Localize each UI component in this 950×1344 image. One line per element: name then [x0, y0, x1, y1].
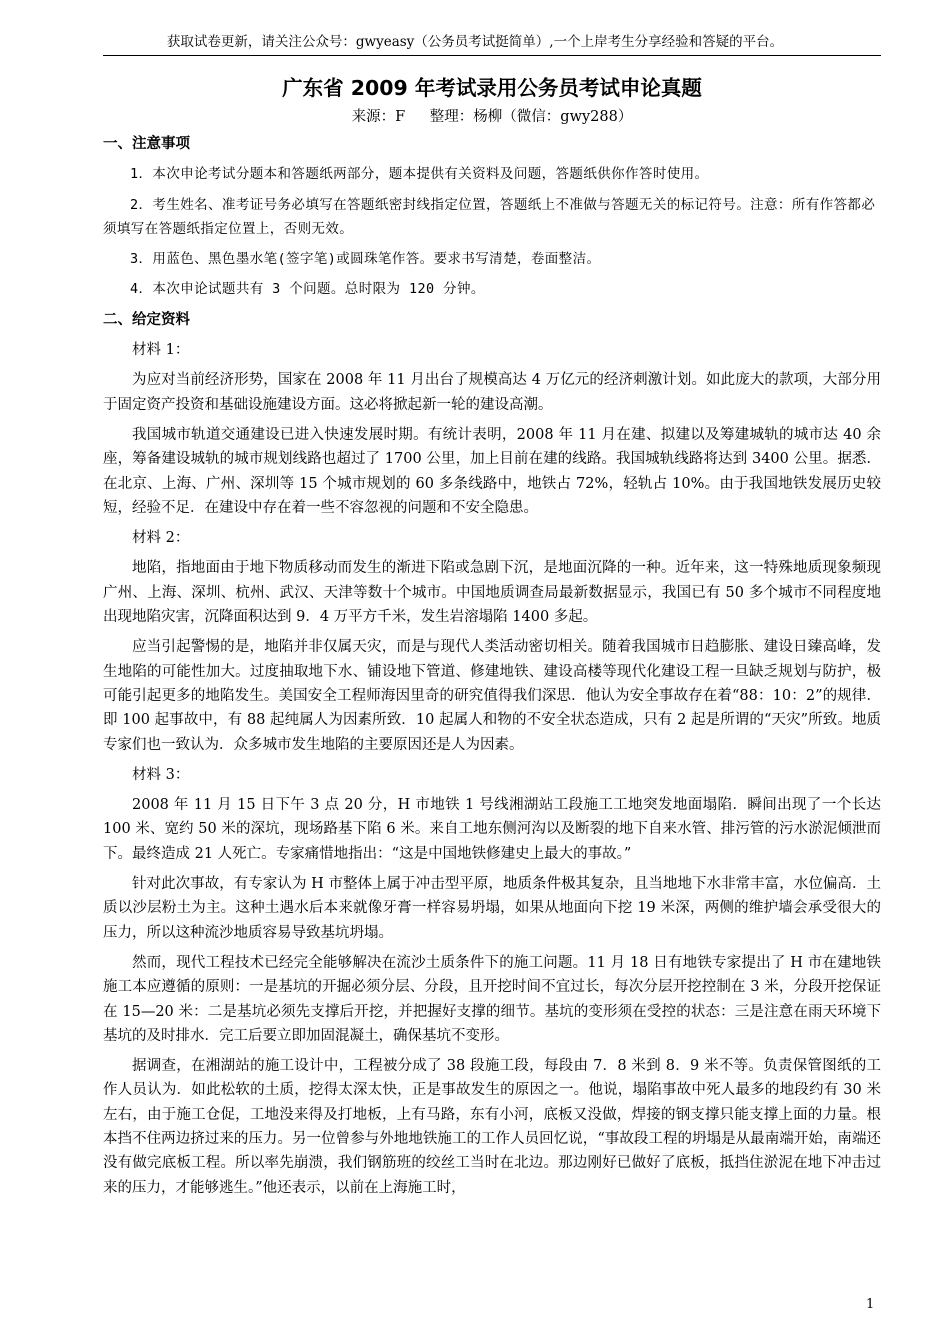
note-item: 3．用蓝色、黑色墨水笔(签字笔)或圆珠笔作答。要求书写清楚，卷面整洁。 — [130, 251, 601, 268]
material-paragraph: 我国城市轨道交通建设已进入快速发展时期。有统计表明，2008 年 11 月在建、拟建以及筹建城轨的城市达 40 余座，筹备建设城轨的城市规划线路也超过了 1700 公里，加上目前在建的线路。我国城轨线路将达到 3400 公里。据悉．在北京、上海、广州、深圳等 15 个城市规划的 60 多条线路中，地铁占 72%，轻轨占 10%。由于我国地铁发展历史较短，经验不足．在建设中存在着一些不容忽视的问题和不安全隐患。 — [103, 426, 881, 516]
top-notice: 获取试卷更新，请关注公众号：gwyeasy（公务员考试挺简单）,一个上岸考生分享经验和答疑的平台。 — [166, 34, 784, 50]
page-number: 1 — [866, 1297, 875, 1312]
header-divider — [103, 55, 881, 56]
source-line — [103, 106, 881, 128]
material-paragraph: 为应对当前经济形势，国家在 2008 年 11 月出台了规模高达 4 万亿元的经济刺激计划。如此庞大的款项，大部分用于固定资产投资和基础设施建设方面。这必将掀起新一轮的建设高潮。 — [103, 372, 881, 413]
note-item: 1．本次申论考试分题本和答题纸两部分，题本提供有关资料及问题，答题纸供你作答时使用。 — [130, 166, 709, 183]
document-body — [103, 74, 881, 1206]
material-label: 材料 2： — [132, 530, 190, 547]
material-paragraph: 地陷，指地面由于地下物质移动而发生的渐进下陷或急剧下沉，是地面沉降的一种。近年来，这一特殊地质现象频现广州、上海、深圳、杭州、武汉、天津等数十个城市。中国地质调查局最新数据显示，我国已有 50 多个城市不同程度地出现地陷灾害，沉降面积达到 9．4 万平方千米，发生岩溶塌陷 1400 多起。 — [103, 560, 881, 626]
material-paragraph: 然而，现代工程技术已经完全能够解决在流沙土质条件下的施工问题。11 月 18 日有地铁专家提出了 H 市在建地铁施工本应遵循的原则：一是基坑的开掘必须分层、分段，且开挖时间不宜过长，每次分层开挖控制在 3 米，分段开挖保证在 15—20 米：二是基坑必须先支撑后开挖，并把握好支撑的细节。基坑的变形须在受控的状态：三是注意在雨天环境下基坑的及时排水．完工后要立即加固混凝土，确保基坑不变形。 — [103, 954, 881, 1044]
material-paragraph: 据调查，在湘湖站的施工设计中，工程被分成了 38 段施工段，每段由 7．8 米到 8．9 米不等。负责保管图纸的工作人员认为．如此松软的土质，挖得太深太快，正是事故发生的原因之一。他说，塌陷事故中死人最多的地段约有 30 米左右，由于施工仓促，工地没来得及打地板，上有马路，东有小河，底板又没做，焊接的钢支撑只能支撑上面的力量。根本挡不住两边挤过来的压力。另一位曾参与外地地铁施工的工作人员回忆说，“事故段工程的坍塌是从最南端开始，南端还没有做完底板工程。所以率先崩溃，我们钢筋班的绞丝工当时在北边。那边刚好已做好了底板，抵挡住淤泥在地下冲击过来的压力，才能够逃生。”他还表示，以前在上海施工时， — [103, 1058, 881, 1196]
material-paragraph: 针对此次事故，有专家认为 H 市整体上属于冲击型平原，地质条件极其复杂，且当地地下水非常丰富，水位偏高．土质以沙层粉土为主。这种土遇水后本来就像牙膏一样容易坍塌，如果从地面向下挖 19 米深，两侧的维护墙会承受很大的压力，所以这种流沙地质容易导致基坑坍塌。 — [103, 876, 881, 941]
note-item: 2．考生姓名、准考证号务必填写在答题纸密封线指定位置，答题纸上不准做与答题无关的标记符号。注意：所有作答都必须填写在答题纸指定位置上，否则无效。 — [103, 196, 876, 237]
material-paragraph: 2008 年 11 月 15 日下午 3 点 20 分，H 市地铁 1 号线湘湖站工段施工工地突发地面塌陷．瞬间出现了一个长达 100 米、宽约 50 米的深坑，现场路基下陷 6 米。来自工地东侧河沟以及断裂的地下自来水管、排污管的污水淤泥倾泄而下。最终造成 21 人死亡。专家痛惜地指出：“这是中国地铁修建史上最大的事故。” — [103, 797, 881, 862]
materials-heading: 二、给定资料 — [103, 311, 190, 328]
material-paragraph: 应当引起警惕的是，地陷并非仅属天灾，而是与现代人类活动密切相关。随着我国城市日趋膨胀、建设日臻高峰，发生地陷的可能性加大。过度抽取地下水、铺设地下管道、修建地铁、建设高楼等现代化建设工程一旦缺乏规划与防护，极可能引起更多的地陷发生。美国安全工程师海因里奇的研究值得我们深思．他认为安全事故存在着“88：10：2”的规律．即 100 起事故中，有 88 起纯属人为因素所致．10 起属人和物的不安全状态造成，只有 2 起是所谓的“天灾”所致。地质专家们也一致认为．众多城市发生地陷的主要原因还是人为因素。 — [103, 639, 881, 753]
page-title: 广东省 2009 年考试录用公务员考试申论真题 — [282, 76, 702, 100]
source-editor: 整理：杨柳（微信：gwy288） — [429, 109, 633, 125]
note-item: 4．本次申论试题共有 3 个问题。总时限为 120 分钟。 — [130, 281, 485, 298]
material-label: 材料 3： — [132, 766, 190, 783]
material-label: 材料 1： — [132, 342, 190, 359]
source-from: 来源：F — [351, 109, 406, 125]
notes-heading: 一、注意事项 — [103, 136, 190, 152]
